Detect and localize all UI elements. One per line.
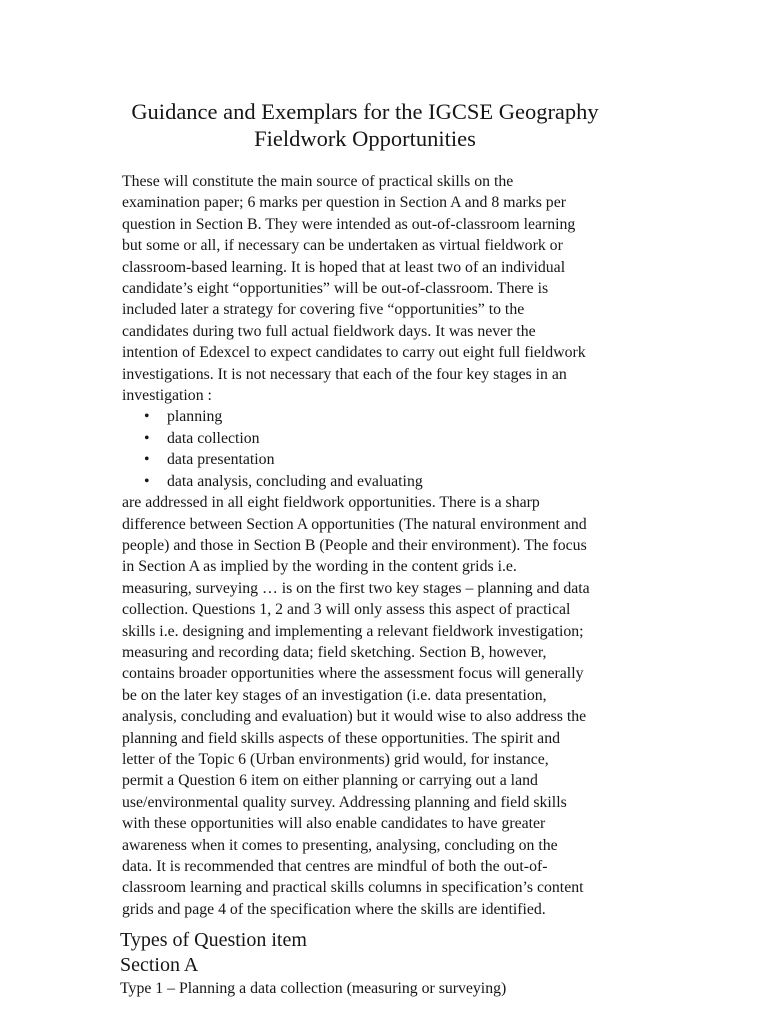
- type-1-line: Type 1 – Planning a data collection (measuring or surveying): [120, 980, 507, 997]
- document-title: [100, 98, 630, 152]
- text-line: measuring, surveying … is on the first two key stages – planning and data: [122, 579, 590, 597]
- text-line: measuring and recording data; field sketching. Section B, however,: [122, 643, 547, 661]
- text-line: planning and field skills aspects of these opportunities. The spirit and: [122, 729, 560, 747]
- text-line: classroom-based learning. It is hoped that at least two of an individual: [122, 258, 566, 276]
- text-line: awareness when it comes to presenting, analysing, concluding on the: [122, 836, 558, 854]
- main-body: [122, 171, 658, 920]
- text-line: but some or all, if necessary can be undertaken as virtual fieldwork or: [122, 237, 563, 255]
- bullet-icon: •: [144, 429, 150, 447]
- text-line: collection. Questions 1, 2 and 3 will only assess this aspect of practical: [122, 601, 571, 619]
- text-line: use/environmental quality survey. Addressing planning and field skills: [122, 793, 567, 811]
- list-item-text: data analysis, concluding and evaluating: [167, 472, 423, 490]
- text-line: investigations. It is not necessary that each of the four key stages in an: [122, 365, 567, 383]
- text-line: examination paper; 6 marks per question in Section A and 8 marks per: [122, 194, 566, 212]
- key-stages-list: [122, 406, 658, 492]
- bullet-icon: •: [144, 472, 150, 490]
- text-line: letter of the Topic 6 (Urban environments) grid would, for instance,: [122, 750, 549, 768]
- list-item: [122, 471, 658, 492]
- text-line: candidates during two full actual fieldwork days. It was never the: [122, 322, 536, 340]
- text-line: permit a Question 6 item on either planning or carrying out a land: [122, 772, 538, 790]
- list-item: [122, 428, 658, 449]
- text-line: difference between Section A opportunities (The natural environment and: [122, 515, 587, 533]
- text-line: skills i.e. designing and implementing a relevant fieldwork investigation;: [122, 622, 584, 640]
- text-line: people) and those in Section B (People and their environment). The focus: [122, 536, 587, 554]
- section-heading-section-a: Section A: [120, 954, 199, 976]
- text-line: are addressed in all eight fieldwork opportunities. There is a sharp: [122, 494, 540, 512]
- text-line: These will constitute the main source of practical skills on the: [122, 173, 514, 190]
- list-item-text: data presentation: [167, 451, 275, 469]
- list-item-text: planning: [167, 408, 223, 426]
- text-line: question in Section B. They were intended as out-of-classroom learning: [122, 215, 576, 233]
- text-line: contains broader opportunities where the assessment focus will generally: [122, 665, 584, 683]
- continuation-paragraph: [122, 492, 658, 920]
- title-line: Fieldwork Opportunities: [254, 126, 476, 151]
- text-line: analysis, concluding and evaluation) but it would wise to also address the: [122, 708, 587, 726]
- intro-paragraph: [122, 171, 658, 406]
- section-heading-types: Types of Question item: [120, 929, 307, 951]
- bullet-icon: •: [144, 408, 150, 426]
- text-line: with these opportunities will also enable candidates to have greater: [122, 815, 546, 833]
- text-line: classroom learning and practical skills columns in specification’s content: [122, 879, 584, 897]
- text-line: in Section A as implied by the wording in the content grids i.e.: [122, 558, 517, 576]
- text-line: candidate’s eight “opportunities” will be out-of-classroom. There is: [122, 280, 549, 298]
- title-line: Guidance and Exemplars for the IGCSE Geography: [131, 99, 599, 124]
- text-line: investigation :: [122, 387, 212, 405]
- text-line: data. It is recommended that centres are mindful of both the out-of-: [122, 858, 548, 875]
- bullet-icon: •: [144, 451, 150, 469]
- list-item: [122, 449, 658, 470]
- text-line: intention of Edexcel to expect candidates to carry out eight full fieldwork: [122, 344, 586, 362]
- text-line: be on the later key stages of an investigation (i.e. data presentation,: [122, 686, 547, 704]
- list-item: [122, 406, 658, 427]
- list-item-text: data collection: [167, 429, 260, 447]
- text-line: grids and page 4 of the specification where the skills are identified.: [122, 900, 546, 918]
- text-line: included later a strategy for covering five “opportunities” to the: [122, 301, 525, 319]
